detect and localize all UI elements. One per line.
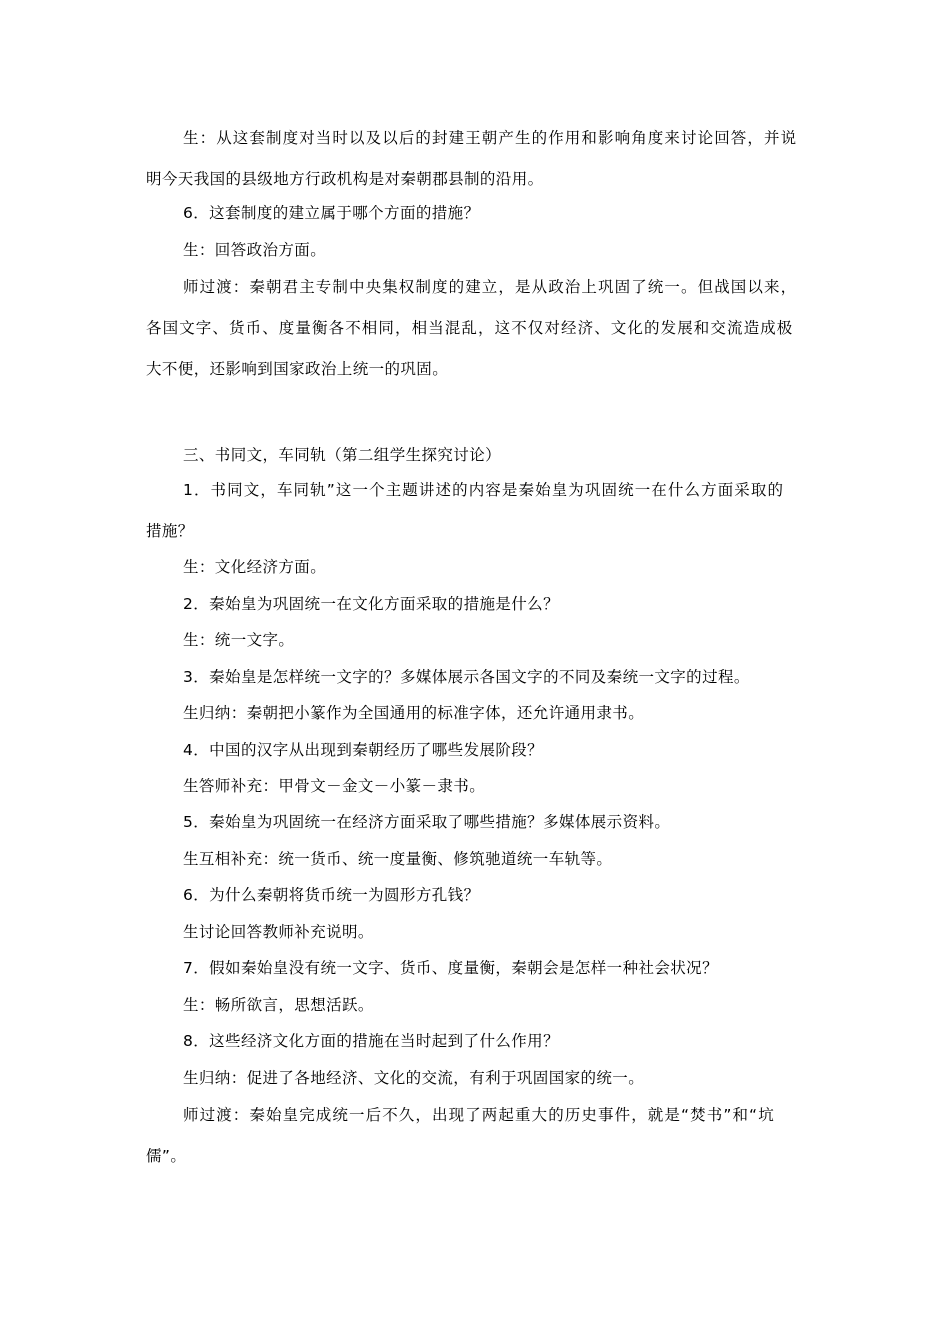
paragraph-line: 6．为什么秦朝将货币统一为圆形方孔钱？ [183,886,480,904]
paragraph-line: 1．书同文，车同轨”这一个主题讲述的内容是秦始皇为巩固统一在什么方面采取的 [183,481,785,499]
paragraph-line: 明今天我国的县级地方行政机构是对秦朝郡县制的沿用。 [146,170,544,188]
paragraph-line: 2．秦始皇为巩固统一在文化方面采取的措施是什么？ [183,595,559,613]
paragraph-line: 各国文字、货币、度量衡各不相同，相当混乱，这不仅对经济、文化的发展和交流造成极 [146,319,794,337]
paragraph-line: 儒”。 [146,1147,187,1165]
paragraph-line: 生答师补充：甲骨文－金文－小篆－隶书。 [183,777,486,795]
paragraph-line: 生：回答政治方面。 [183,241,327,259]
paragraph-line: 生归纳：促进了各地经济、文化的交流，有利于巩固国家的统一。 [183,1069,645,1087]
paragraph-line: 措施？ [146,522,194,540]
paragraph-line: 师过渡：秦始皇完成统一后不久，出现了两起重大的历史事件，就是“焚书”和“坑 [183,1106,775,1124]
paragraph-line: 生讨论回答教师补充说明。 [183,923,374,941]
paragraph-line: 3．秦始皇是怎样统一文字的？多媒体展示各国文字的不同及秦统一文字的过程。 [183,668,750,686]
paragraph-line: 生：畅所欲言，思想活跃。 [183,996,374,1014]
paragraph-line: 生：从这套制度对当时以及以后的封建王朝产生的作用和影响角度来讨论回答，并说 [183,129,798,147]
paragraph-line: 4．中国的汉字从出现到秦朝经历了哪些发展阶段？ [183,741,544,759]
paragraph-line: 大不便，还影响到国家政治上统一的巩固。 [146,360,449,378]
paragraph-line: 6．这套制度的建立属于哪个方面的措施？ [183,204,480,222]
paragraph-line: 生互相补充：统一货币、统一度量衡、修筑驰道统一车轨等。 [183,850,613,868]
paragraph-line: 生：文化经济方面。 [183,558,327,576]
paragraph-line: 生：统一文字。 [183,631,295,649]
paragraph-line: 7．假如秦始皇没有统一文字、货币、度量衡，秦朝会是怎样一种社会状况？ [183,959,718,977]
paragraph-line: 生归纳：秦朝把小篆作为全国通用的标准字体，还允许通用隶书。 [183,704,645,722]
paragraph-line: 5．秦始皇为巩固统一在经济方面采取了哪些措施？多媒体展示资料。 [183,813,671,831]
paragraph-line: 8．这些经济文化方面的措施在当时起到了什么作用？ [183,1032,559,1050]
section-heading: 三、书同文，车同轨（第二组学生探究讨论） [183,446,502,464]
paragraph-line: 师过渡：秦朝君主专制中央集权制度的建立，是从政治上巩固了统一。但战国以来， [183,278,798,296]
